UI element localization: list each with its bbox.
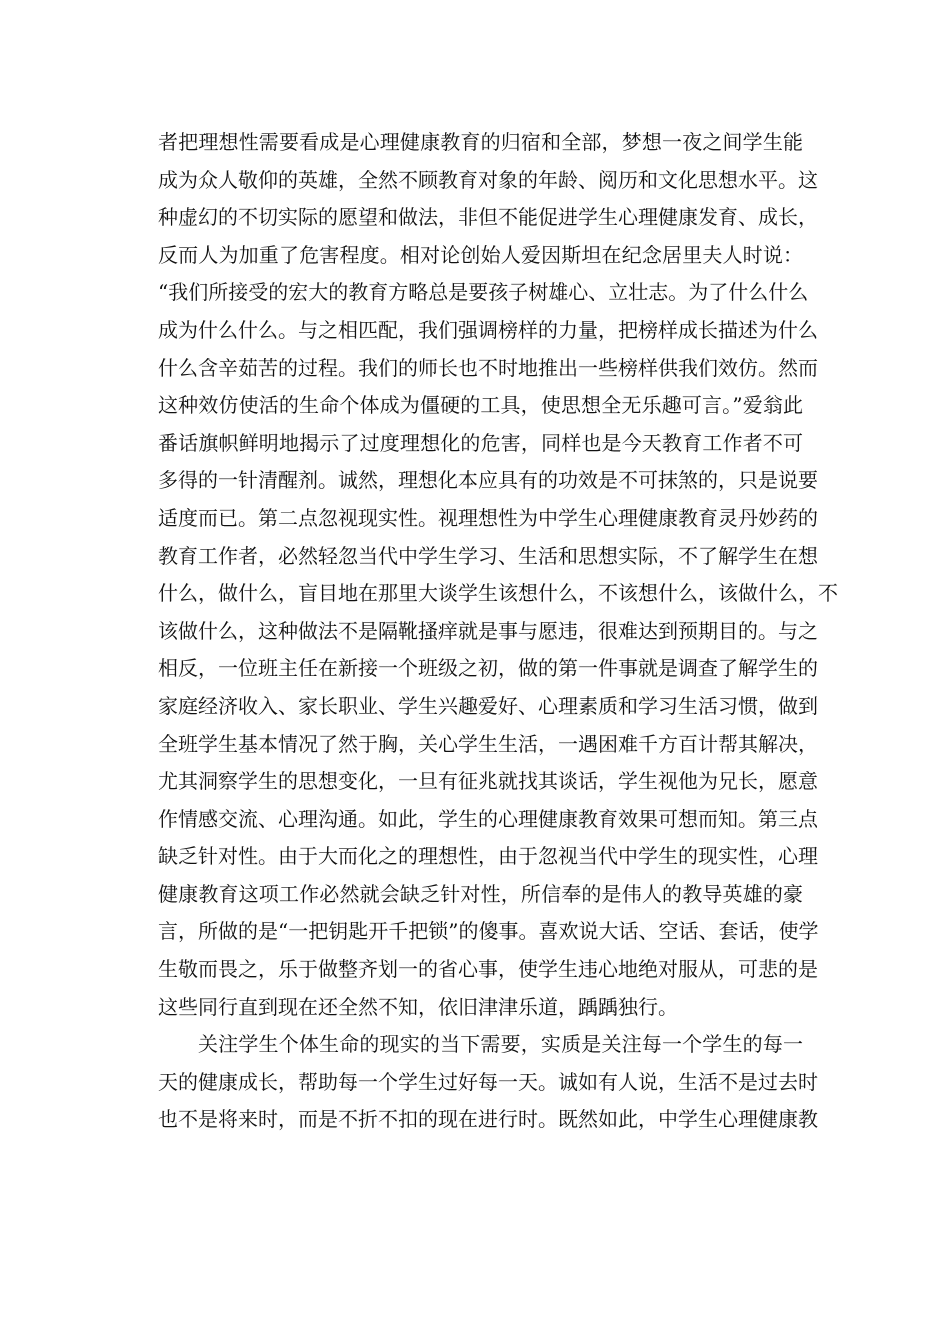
text-line: 反而人为加重了危害程度。相对论创始人爱因斯坦在纪念居里夫人时说： bbox=[158, 242, 803, 267]
text-line: 成为众人敬仰的英雄，全然不顾教育对象的年龄、阅历和文化思想水平。这 bbox=[158, 167, 818, 192]
text-line: 相反，一位班主任在新接一个班级之初，做的第一件事就是调查了解学生的 bbox=[158, 656, 818, 681]
text-line: 缺乏针对性。由于大而化之的理想性，由于忽视当代中学生的现实性，心理 bbox=[158, 844, 818, 869]
text-line: 种虚幻的不切实际的愿望和做法，非但不能促进学生心理健康发育、成长， bbox=[158, 205, 818, 230]
body-text bbox=[158, 124, 838, 1139]
text-line: 关注学生个体生命的现实的当下需要，实质是关注每一个学生的每一 bbox=[198, 1032, 803, 1057]
text-line: 多得的一针清醒剂。诚然，理想化本应具有的功效是不可抹煞的，只是说要 bbox=[158, 468, 818, 493]
paragraph-2 bbox=[158, 1026, 818, 1139]
text-line: 适度而已。第二点忽视现实性。视理想性为中学生心理健康教育灵丹妙药的 bbox=[158, 505, 818, 530]
text-line: 什么，做什么，盲目地在那里大谈学生该想什么，不该想什么，该做什么，不 bbox=[158, 581, 838, 606]
text-line: 家庭经济收入、家长职业、学生兴趣爱好、心理素质和学习生活习惯，做到 bbox=[158, 693, 818, 718]
text-line: 作情感交流、心理沟通。如此，学生的心理健康教育效果可想而知。第三点 bbox=[158, 806, 818, 831]
text-line: 什么含辛茹苦的过程。我们的师长也不时地推出一些榜样供我们效仿。然而 bbox=[158, 355, 818, 380]
text-line: 健康教育这项工作必然就会缺乏针对性，所信奉的是伟人的教导英雄的豪 bbox=[158, 881, 803, 906]
text-line: 这种效仿使活的生命个体成为僵硬的工具，使思想全无乐趣可言。”爱翁此 bbox=[158, 393, 803, 418]
text-line: 天的健康成长，帮助每一个学生过好每一天。诚如有人说，生活不是过去时 bbox=[158, 1069, 818, 1094]
text-line: 者把理想性需要看成是心理健康教育的归宿和全部，梦想一夜之间学生能 bbox=[158, 130, 803, 154]
text-line: 教育工作者，必然轻忽当代中学生学习、生活和思想实际，不了解学生在想 bbox=[158, 543, 818, 568]
text-line: 成为什么什么。与之相匹配，我们强调榜样的力量，把榜样成长描述为什么 bbox=[158, 317, 818, 342]
text-line: 该做什么，这种做法不是隔靴搔痒就是事与愿违，很难达到预期目的。与之 bbox=[158, 618, 818, 643]
text-line: 生敬而畏之，乐于做整齐划一的省心事，使学生违心地绝对服从，可悲的是 bbox=[158, 957, 818, 982]
text-line: 这些同行直到现在还全然不知，依旧津津乐道，踽踽独行。 bbox=[158, 994, 678, 1019]
text-line: 全班学生基本情况了然于胸，关心学生生活，一遇困难千方百计帮其解决， bbox=[158, 731, 818, 756]
text-line: 也不是将来时，而是不折不扣的现在进行时。既然如此，中学生心理健康教 bbox=[158, 1107, 818, 1132]
text-line: 番话旗帜鲜明地揭示了过度理想化的危害，同样也是今天教育工作者不可 bbox=[158, 430, 803, 455]
text-line: 尤其洞察学生的思想变化，一旦有征兆就找其谈话，学生视他为兄长，愿意 bbox=[158, 769, 818, 794]
text-line: “我们所接受的宏大的教育方略总是要孩子树雄心、立壮志。为了什么什么 bbox=[158, 280, 809, 305]
paragraph-1 bbox=[158, 124, 838, 1026]
text-line: 言，所做的是“一把钥匙开千把锁”的傻事。喜欢说大话、空话、套话，使学 bbox=[158, 919, 819, 944]
